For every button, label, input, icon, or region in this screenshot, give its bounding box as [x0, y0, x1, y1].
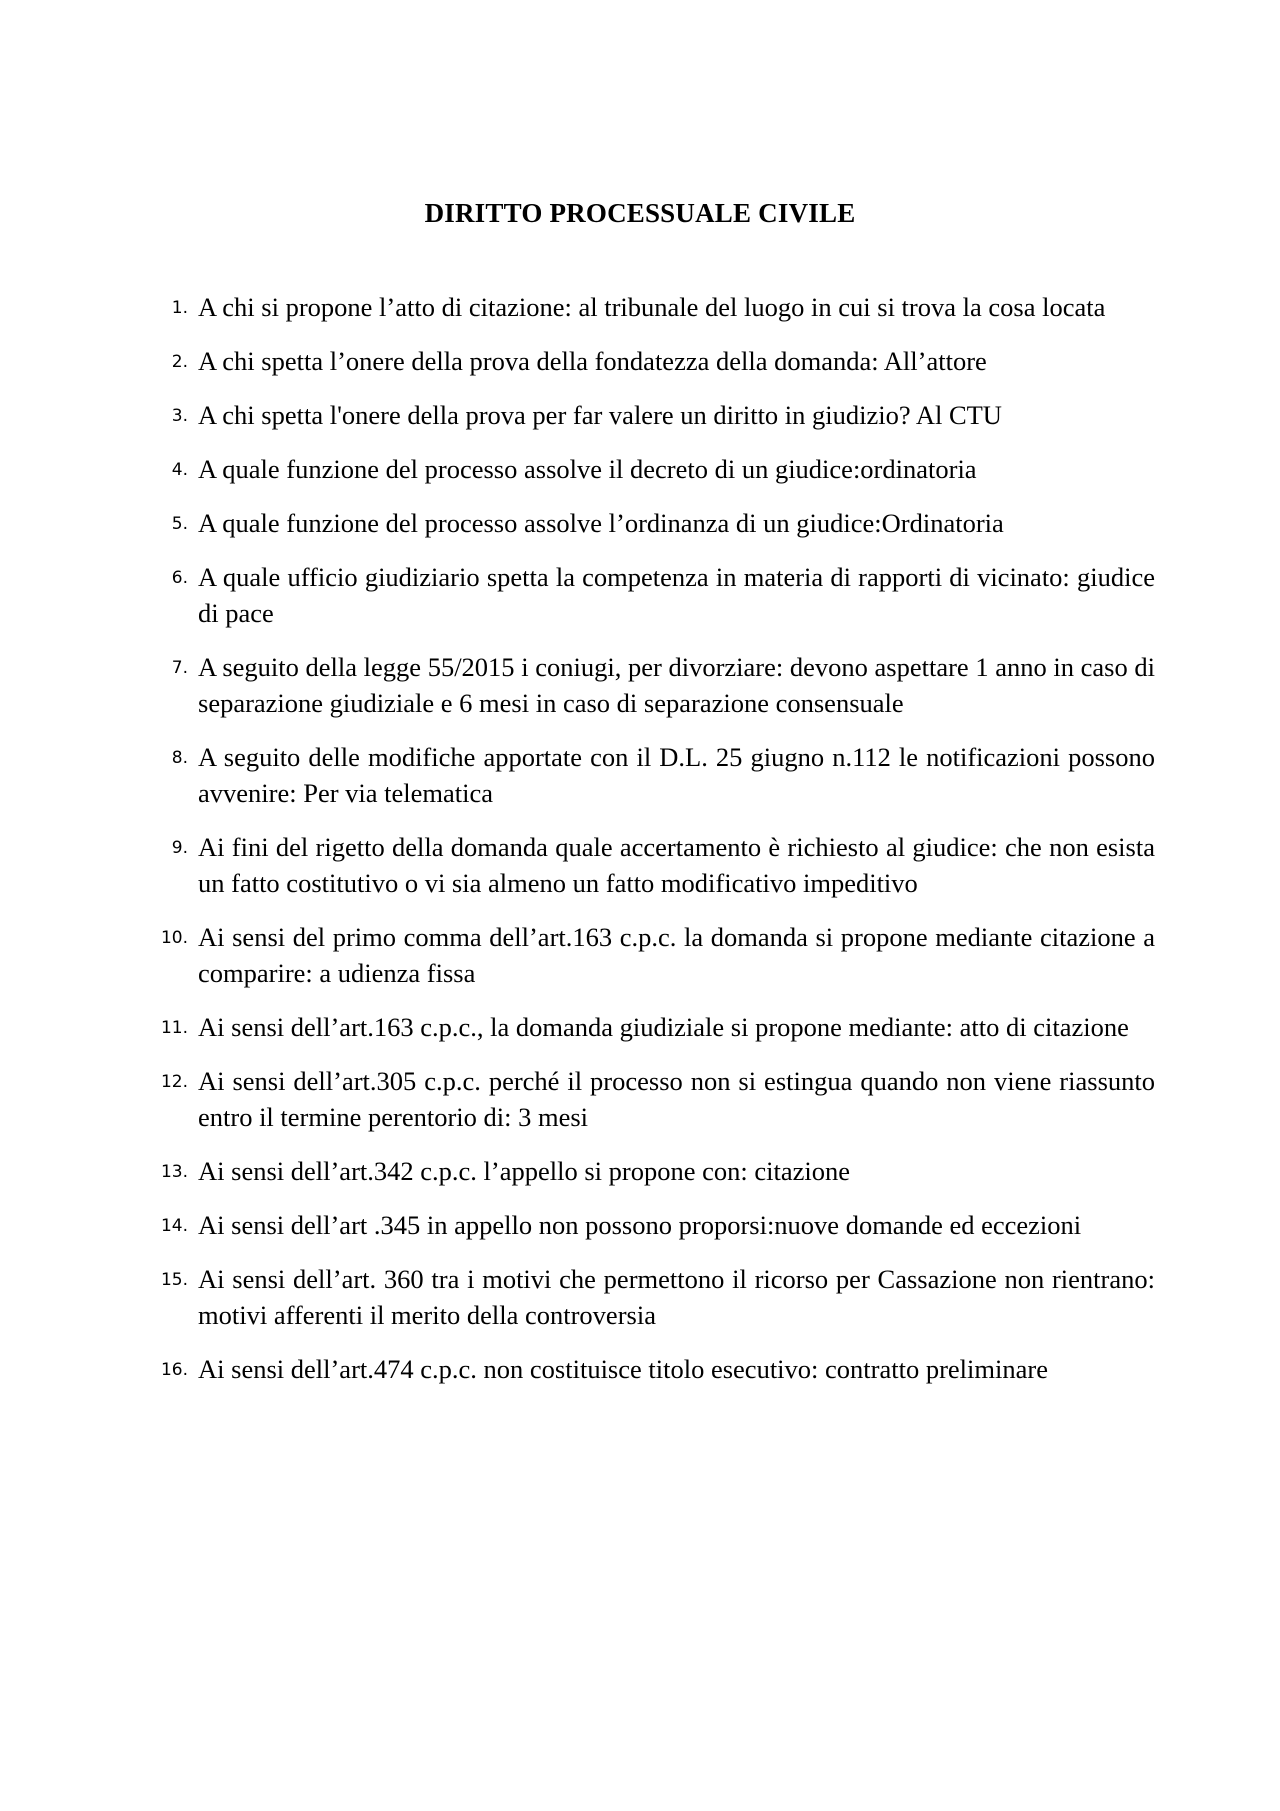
item-number: 7.	[171, 658, 188, 678]
list-item	[145, 829, 1155, 901]
item-number: 16.	[160, 1360, 188, 1380]
list-item	[145, 1009, 1155, 1045]
item-number: 3.	[171, 406, 188, 426]
item-number: 2.	[171, 352, 188, 372]
item-text: A quale funzione del processo assolve l’ordinanza di un giudice:Ordinatoria	[198, 508, 1004, 538]
item-number: 4.	[171, 460, 188, 480]
item-number: 14.	[160, 1216, 188, 1236]
list-item	[145, 559, 1155, 631]
item-text: A seguito delle modifiche apportate con il D.L. 25 giugno n.112 le notificazioni possono avvenire: Per via telematica	[198, 742, 1155, 808]
item-text: Ai sensi dell’art.163 c.p.c., la domanda giudiziale si propone mediante: atto di citazione	[198, 1012, 1129, 1042]
list-item	[145, 505, 1155, 541]
list-item	[145, 1207, 1155, 1243]
item-text: A seguito della legge 55/2015 i coniugi, per divorziare: devono aspettare 1 anno in caso di separazione giudiziale e 6 mesi in caso di separazione consensuale	[198, 652, 1155, 718]
question-list	[145, 289, 1155, 1405]
item-text: Ai sensi dell’art.474 c.p.c. non costituisce titolo esecutivo: contratto preliminare	[198, 1354, 1048, 1384]
item-text: Ai sensi del primo comma dell’art.163 c.p.c. la domanda si propone mediante citazione a comparire: a udienza fissa	[198, 922, 1155, 988]
list-item	[145, 739, 1155, 811]
item-text: A chi si propone l’atto di citazione: al tribunale del luogo in cui si trova la cosa locata	[198, 292, 1106, 322]
page-title: DIRITTO PROCESSUALE CIVILE	[424, 198, 856, 228]
item-number: 6.	[171, 568, 188, 588]
item-number: 10.	[160, 928, 188, 948]
item-text: A quale funzione del processo assolve il decreto di un giudice:ordinatoria	[198, 454, 977, 484]
list-item	[145, 1261, 1155, 1333]
list-item	[145, 919, 1155, 991]
item-number: 5.	[171, 514, 188, 534]
item-text: Ai sensi dell’art .345 in appello non possono proporsi:nuove domande ed eccezioni	[198, 1210, 1082, 1240]
item-number: 12.	[160, 1072, 188, 1092]
item-number: 11.	[160, 1018, 188, 1038]
item-text: Ai sensi dell’art.305 c.p.c. perché il processo non si estingua quando non viene riassunto entro il termine perentorio di: 3 mesi	[198, 1066, 1155, 1132]
item-text: Ai sensi dell’art.342 c.p.c. l’appello si propone con: citazione	[198, 1156, 850, 1186]
item-number: 8.	[171, 748, 188, 768]
item-number: 1.	[171, 298, 188, 318]
list-item	[145, 1153, 1155, 1189]
list-item	[145, 451, 1155, 487]
item-number: 15.	[160, 1270, 188, 1290]
item-number: 9.	[171, 838, 188, 858]
list-item	[145, 343, 1155, 379]
item-text: Ai sensi dell’art. 360 tra i motivi che permettono il ricorso per Cassazione non rientrano: motivi afferenti il merito della controversia	[198, 1264, 1155, 1330]
item-text: A chi spetta l’onere della prova della fondatezza della domanda: All’attore	[198, 346, 987, 376]
list-item	[145, 397, 1155, 433]
list-item	[145, 1351, 1155, 1387]
list-item	[145, 1063, 1155, 1135]
list-item	[145, 289, 1155, 325]
item-text: A quale ufficio giudiziario spetta la competenza in materia di rapporti di vicinato: giudice di pace	[198, 562, 1155, 628]
item-number: 13.	[160, 1162, 188, 1182]
list-item	[145, 649, 1155, 721]
item-text: Ai fini del rigetto della domanda quale accertamento è richiesto al giudice: che non esista un fatto costitutivo o vi sia almeno un fatto modificativo impeditivo	[198, 832, 1155, 898]
item-text: A chi spetta l'onere della prova per far valere un diritto in giudizio? Al CTU	[198, 400, 1002, 430]
